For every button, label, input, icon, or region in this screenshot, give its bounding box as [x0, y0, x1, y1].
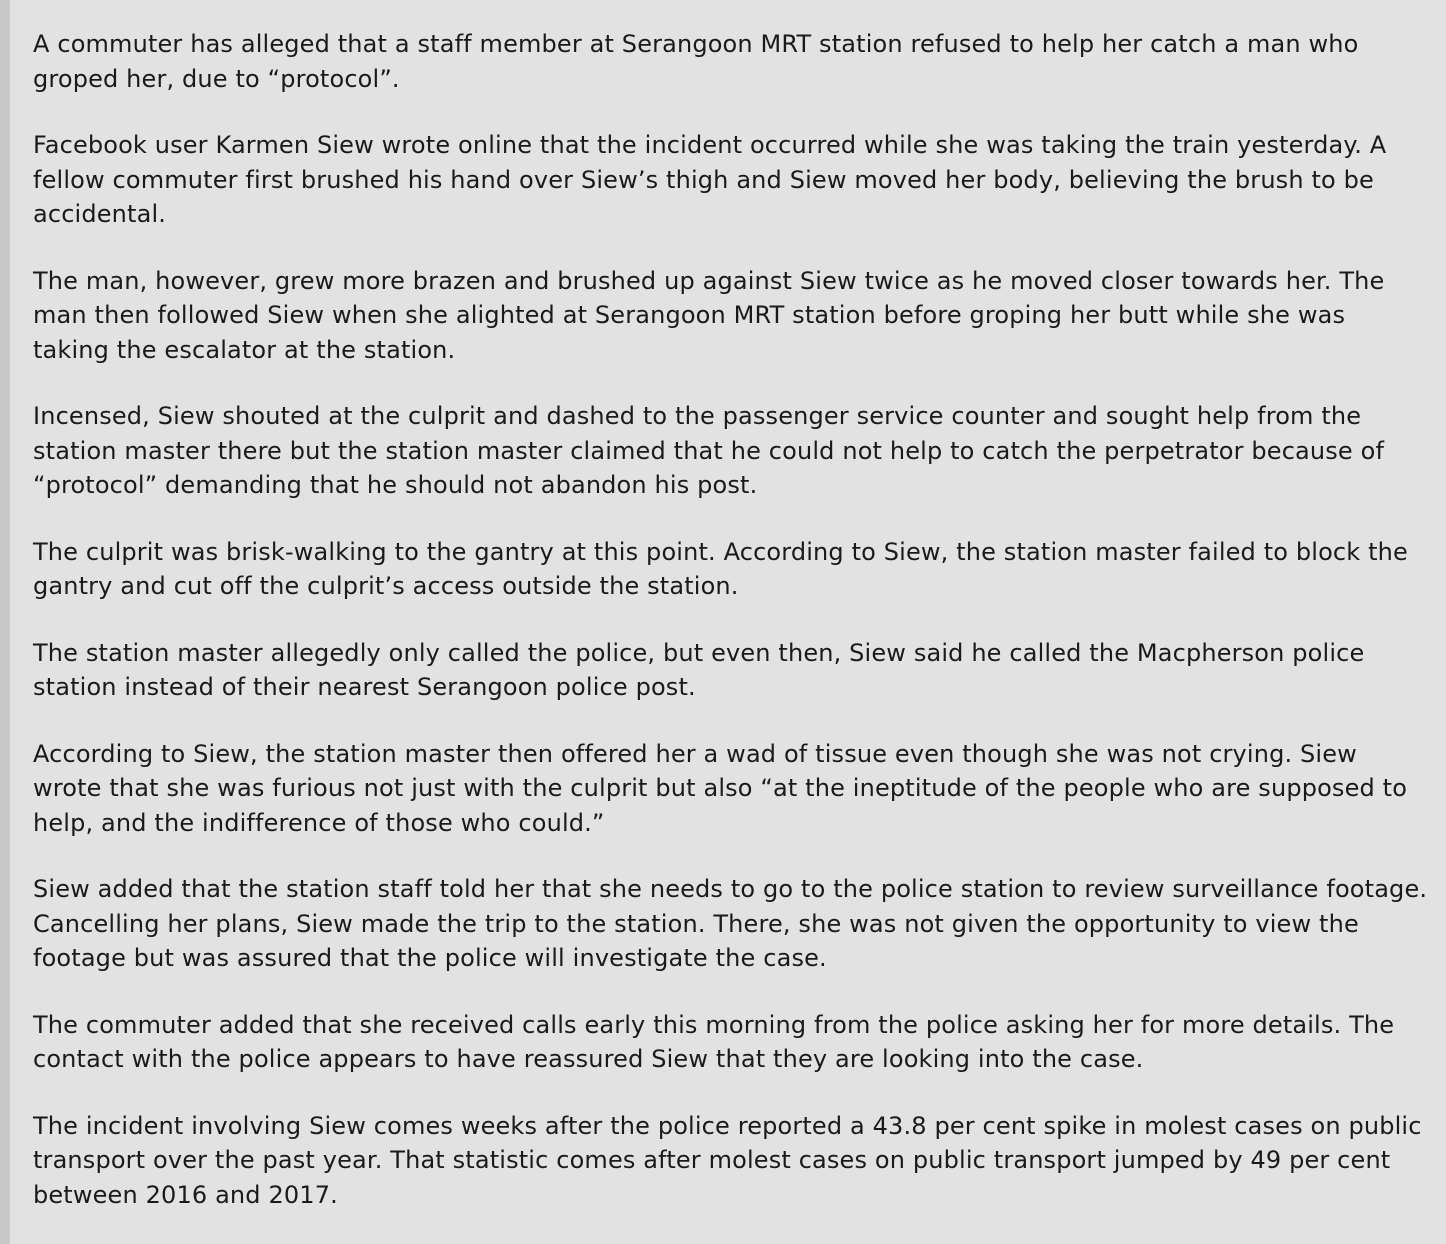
article-paragraph: The incident involving Siew comes weeks after the police reported a 43.8 per cent spike in molest cases on public transport over the past year. That statistic comes after molest cases on public transport jumped by 49 per cent between 2016 and 2017.: [33, 1111, 1422, 1209]
article-paragraph: According to Siew, the station master then offered her a wad of tissue even though she was not crying. Siew wrote that she was furious not just with the culprit but also “at the ineptitude of the people who are supposed to help, and the indifference of those who could.”: [33, 739, 1408, 837]
page-left-border: [0, 0, 10, 1244]
article-paragraph: The commuter added that she received calls early this morning from the police asking her for more details. The contact with the police appears to have reassured Siew that they are looking into the case.: [33, 1010, 1395, 1073]
article-paragraph: The man, however, grew more brazen and brushed up against Siew twice as he moved closer towards her. The man then followed Siew when she alighted at Serangoon MRT station before groping her butt while she was taking the escalator at the station.: [33, 266, 1385, 364]
article-body: [33, 27, 1428, 1212]
article-paragraph: A commuter has alleged that a staff member at Serangoon MRT station refused to help her catch a man who groped her, due to “protocol”.: [33, 30, 1359, 93]
article-paragraph: The station master allegedly only called the police, but even then, Siew said he called the Macpherson police station instead of their nearest Serangoon police post.: [33, 638, 1365, 701]
article-paragraph: Siew added that the station staff told her that she needs to go to the police station to review surveillance footage. Cancelling her plans, Siew made the trip to the station. There, she was not given the opportunity to view the footage but was assured that the police will investigate the case.: [33, 875, 1428, 972]
article-paragraph: Incensed, Siew shouted at the culprit and dashed to the passenger service counter and sought help from the station master there but the station master claimed that he could not help to catch the perpetrator because of “protocol” demanding that he should not abandon his post.: [33, 402, 1385, 499]
article-paragraph: Facebook user Karmen Siew wrote online that the incident occurred while she was taking the train yesterday. A fellow commuter first brushed his hand over Siew’s thigh and Siew moved her body, believing the brush to be accidental.: [33, 131, 1387, 228]
article-paragraph: The culprit was brisk-walking to the gantry at this point. According to Siew, the station master failed to block the gantry and cut off the culprit’s access outside the station.: [33, 537, 1408, 600]
